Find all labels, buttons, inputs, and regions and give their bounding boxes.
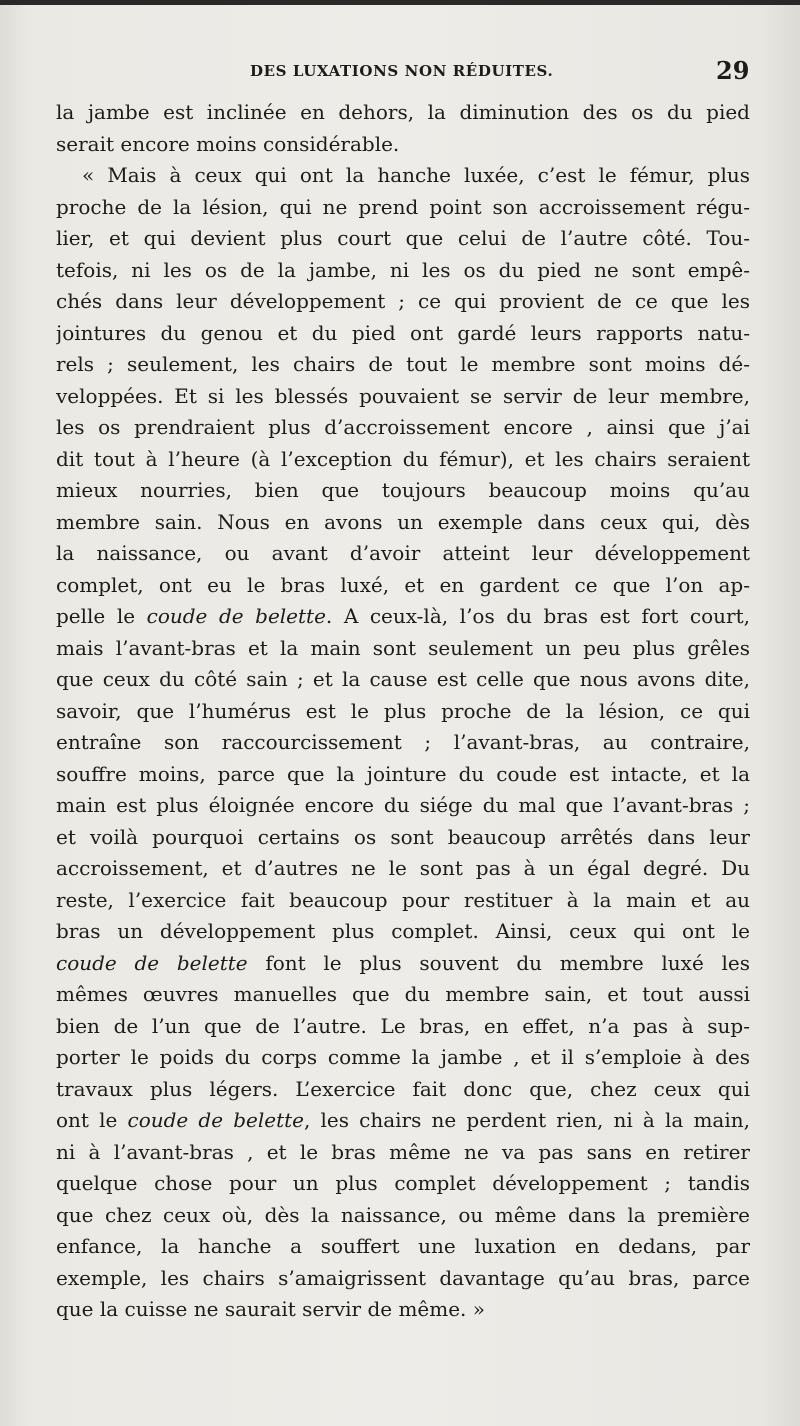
text-run: ont le (56, 1108, 128, 1132)
text-line (56, 444, 750, 476)
text-run: quelque chose pour un plus complet développement ; tandis (56, 1171, 750, 1195)
text-line (56, 1263, 750, 1295)
text-line (56, 1200, 750, 1232)
text-run: mieux nourries, bien que toujours beaucoup moins qu’au (56, 478, 750, 502)
text-run: pelle le (56, 604, 147, 628)
text-run: ni à l’avant-bras , et le bras même ne va pas sans en retirer (56, 1139, 750, 1164)
text-line (56, 853, 750, 885)
text-run: lier, et qui devient plus court que celui de l’autre côté. Tou- (56, 226, 750, 250)
text-line (56, 759, 750, 791)
text-run: accroissement, et d’autres ne le sont pas à un égal degré. Du (56, 856, 750, 880)
text-run: que chez ceux où, dès la naissance, ou même dans la première (56, 1202, 750, 1227)
text-run: que ceux du côté sain ; et la cause est celle que nous avons dite, (56, 667, 750, 691)
text-run: exemple, les chairs s’amaigrissent davantage qu’au bras, parce (56, 1265, 750, 1290)
text-run: bien de l’un que de l’autre. Le bras, en effet, n’a pas à sup- (56, 1013, 750, 1038)
text-line (56, 1105, 750, 1137)
text-run: la naissance, ou avant d’avoir atteint leur développement (56, 541, 750, 565)
text-line (56, 1294, 750, 1326)
text-run: proche de la lésion, qui ne prend point son accroissement régu- (56, 194, 750, 219)
text-run: souffre moins, parce que la jointure du coude est intacte, et la (56, 761, 750, 786)
text-line (56, 822, 750, 854)
text-run: membre sain. Nous en avons un exemple dans ceux qui, dès (56, 509, 750, 534)
text-line (56, 1137, 750, 1169)
text-line (56, 1168, 750, 1200)
text-line (56, 349, 750, 381)
text-run: « Mais à ceux qui ont la hanche luxée, c’est le fémur, plus (82, 163, 750, 187)
text-run: entraîne son raccourcissement ; l’avant-bras, au contraire, (56, 730, 750, 754)
page-header (0, 56, 800, 86)
text-line (56, 1042, 750, 1074)
text-line (56, 1074, 750, 1106)
text-line (56, 885, 750, 917)
text-run: reste, l’exercice fait beaucoup pour restituer à la main et au (56, 887, 750, 912)
text-line (56, 633, 750, 665)
text-line (56, 790, 750, 822)
text-line (56, 286, 750, 318)
text-line (56, 601, 750, 633)
text-line (56, 1011, 750, 1043)
text-run: et voilà pourquoi certains os sont beaucoup arrêtés dans leur (56, 824, 750, 849)
text-line (56, 979, 750, 1011)
text-line (56, 664, 750, 696)
text-run: font le plus souvent du membre luxé les (247, 950, 750, 975)
text-line (56, 318, 750, 350)
text-run: les os prendraient plus d’accroissement encore , ainsi que j’ai (56, 415, 750, 439)
italic-term: coude de belette (146, 604, 326, 628)
text-run: . A ceux-là, l’os du bras est fort court, (325, 604, 750, 628)
text-run: , les chairs ne perdent rien, ni à la main, (304, 1108, 750, 1132)
text-run: la jambe est inclinée en dehors, la diminution des os du pied (56, 100, 750, 124)
text-run: mêmes œuvres manuelles que du membre sain, et tout aussi (56, 982, 750, 1006)
text-line (56, 412, 750, 444)
text-run: serait encore moins considérable. (56, 131, 400, 156)
text-line (56, 475, 750, 507)
text-run: savoir, que l’humérus est le plus proche de la lésion, ce qui (56, 698, 750, 723)
page-top-edge (0, 0, 800, 5)
text-run: chés dans leur développement ; ce qui provient de ce que les (56, 289, 750, 313)
text-run: enfance, la hanche a souffert une luxation en dedans, par (56, 1234, 750, 1258)
text-line (56, 916, 750, 948)
text-run: bras un développement plus complet. Ainsi, ceux qui ont le (56, 919, 750, 943)
text-line (56, 160, 750, 192)
running-head: DES LUXATIONS NON RÉDUITES. (250, 62, 554, 80)
text-line (56, 948, 750, 980)
text-run: que la cuisse ne saurait servir de même. » (56, 1297, 485, 1321)
text-line (56, 696, 750, 728)
text-run: dit tout à l’heure (à l’exception du fémur), et les chairs seraient (56, 446, 750, 471)
italic-term: coude de belette (127, 1108, 304, 1132)
text-run: mais l’avant-bras et la main sont seulement un peu plus grêles (56, 635, 750, 660)
text-line (56, 507, 750, 539)
text-run: veloppées. Et si les blessés pouvaient se servir de leur membre, (56, 383, 750, 408)
text-run: main est plus éloignée encore du siége du mal que l’avant-bras ; (56, 793, 750, 817)
text-run: jointures du genou et du pied ont gardé leurs rapports natu- (56, 320, 750, 345)
text-run: travaux plus légers. L’exercice fait donc que, chez ceux qui (56, 1076, 750, 1101)
text-line (56, 727, 750, 759)
text-run: rels ; seulement, les chairs de tout le membre sont moins dé- (56, 352, 750, 376)
text-line (56, 570, 750, 602)
text-line (56, 97, 750, 129)
text-line (56, 255, 750, 287)
text-line (56, 538, 750, 570)
text-line (56, 1231, 750, 1263)
text-run: tefois, ni les os de la jambe, ni les os du pied ne sont empê- (56, 257, 750, 282)
text-run: porter le poids du corps comme la jambe , et il s’emploie à des (56, 1045, 750, 1069)
body-text (56, 97, 750, 1326)
text-run: complet, ont eu le bras luxé, et en gardent ce que l’on ap- (56, 572, 750, 597)
text-line (56, 192, 750, 224)
text-line (56, 129, 750, 161)
page-number: 29 (716, 56, 750, 85)
italic-term: coude de belette (56, 950, 248, 975)
text-line (56, 381, 750, 413)
text-line (56, 223, 750, 255)
